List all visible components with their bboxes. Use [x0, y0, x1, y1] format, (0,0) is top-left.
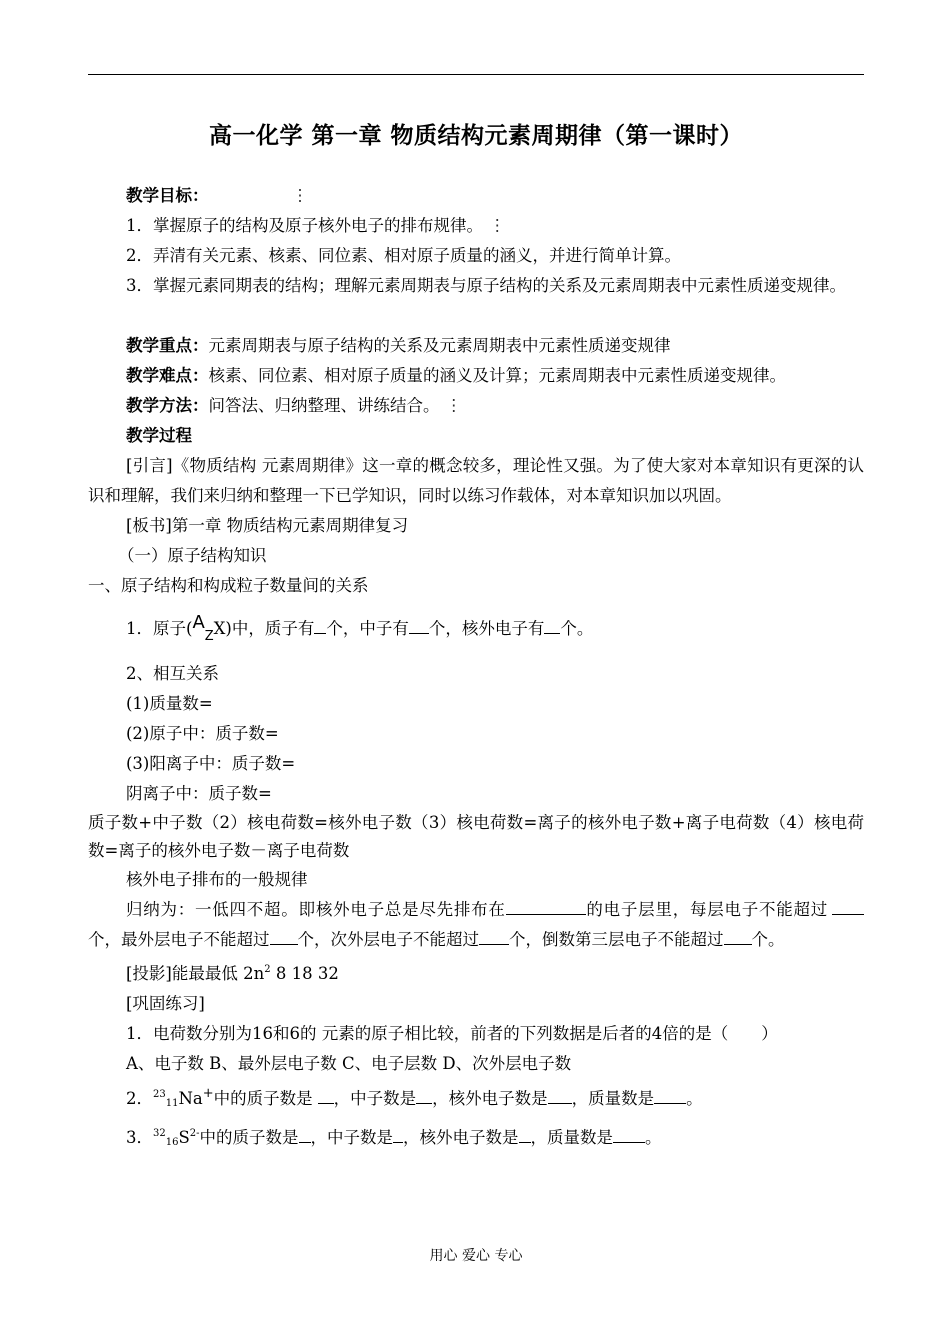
methods: [88, 391, 864, 421]
projection-text: [投影]能最最低 2n: [126, 964, 265, 983]
blank: [416, 1087, 432, 1104]
q1-text: 个，中子有: [326, 619, 409, 638]
q1-text: 个，核外电子有: [428, 619, 545, 638]
difficulties: [88, 361, 864, 391]
objective-marker: ⋮: [489, 216, 506, 235]
rule-text: 个，最外层电子不能超过: [88, 930, 270, 949]
objective-item: 2．弄清有关元素、核素、同位素、相对原子质量的涵义，并进行简单计算。: [126, 246, 681, 265]
exercise-2: [88, 1079, 864, 1119]
ex-text: ，核外电子数是: [432, 1089, 548, 1108]
header-rule: [88, 74, 864, 75]
blank: [544, 617, 560, 634]
element-symbol: Na: [178, 1089, 203, 1108]
blank: [506, 898, 586, 915]
blank: [409, 617, 429, 634]
blank: [519, 1126, 531, 1143]
ex-text: 。: [645, 1128, 662, 1147]
atomic-number: 16: [165, 1137, 179, 1148]
objectives-heading: [88, 181, 864, 211]
relations-summary: 质子数+中子数（2）核电荷数=核外电子数（3）核电荷数=离子的核外电子数+离子电荷数（4）核电荷数=离子的核外电子数－离子电荷数: [88, 813, 864, 860]
projection-text: 8 18 32: [270, 964, 339, 983]
process-label: 教学过程: [126, 426, 192, 445]
ex-text: ，中子数是: [310, 1128, 394, 1147]
key-points-text: 元素周期表与原子结构的关系及元素周期表中元素性质递变规律: [208, 336, 671, 355]
board-note: [板书]第一章 物质结构元素周期律复习: [126, 516, 409, 535]
mass-number-symbol: A: [192, 612, 205, 633]
exercise-3: [88, 1119, 864, 1158]
ex-text: ，质量数是: [571, 1089, 655, 1108]
objective-item: [88, 211, 864, 241]
blank: [393, 1126, 403, 1143]
blank: [654, 1087, 686, 1104]
ex-text: ，质量数是: [530, 1128, 614, 1147]
blank: [314, 617, 326, 634]
rule-text: 个。: [751, 930, 785, 949]
exercise-label: [巩固练习]: [126, 994, 205, 1013]
relation-line: (2)原子中：质子数=: [126, 724, 279, 743]
blank: [479, 928, 509, 945]
methods-label: 教学方法：: [126, 396, 209, 415]
mass-number: 23: [153, 1089, 166, 1100]
ex-text: 中的质子数是: [199, 1128, 299, 1147]
ex-text: ，中子数是: [333, 1089, 417, 1108]
exercise-1-question: 1．电荷数分别为16和6的 元素的原子相比较，前者的下列数据是后者的4倍的是（ ）: [126, 1024, 778, 1043]
electron-rules-paragraph: [88, 895, 864, 955]
blank: [724, 928, 752, 945]
ex-number: 3．: [126, 1128, 153, 1147]
methods-text: 问答法、归纳整理、讲练结合。: [208, 396, 440, 415]
methods-marker: ⋮: [445, 396, 462, 415]
ex-text: 中的质子数是: [213, 1089, 313, 1108]
element-symbol: S: [178, 1128, 190, 1147]
relation-line: 阴离子中：质子数=: [126, 784, 272, 803]
ion-charge: +: [202, 1086, 214, 1101]
atomic-number-symbol: Z: [204, 629, 214, 644]
blank: [299, 1126, 311, 1143]
rule-text: 个，倒数第三层电子不能超过: [509, 930, 724, 949]
rule-text: 的电子层里，每层电子不能超过: [585, 900, 829, 919]
blank: [548, 1087, 572, 1104]
blank: [613, 1126, 645, 1143]
relation-line: (1)质量数=: [126, 694, 213, 713]
objective-text: 1．掌握原子的结构及原子核外电子的排布规律。: [126, 216, 483, 235]
mass-number: 32: [153, 1128, 166, 1139]
intro-paragraph: [引言]《物质结构 元素周期律》这一章的概念较多，理论性又强。为了使大家对本章知识有更深的认识和理解，我们来归纳和整理一下已学知识，同时以练习作载体，对本章知识加以巩固。: [88, 456, 864, 505]
atomic-number: 11: [165, 1098, 179, 1109]
electron-rules-header: 核外电子排布的一般规律: [126, 870, 308, 889]
q1-text: 个。: [560, 619, 594, 638]
page-title: 高一化学 第一章 物质结构元素周期律（第一课时）: [208, 123, 743, 149]
ion-charge: 2-: [189, 1128, 200, 1139]
rule-text: 归纳为：一低四不超。即核外电子总是尽先排布在: [126, 900, 506, 919]
blank: [318, 1087, 334, 1104]
ex-text: ，核外电子数是: [403, 1128, 519, 1147]
exponent: 2: [264, 964, 271, 975]
key-points-label: 教学重点：: [126, 336, 209, 355]
difficulties-label: 教学难点：: [126, 366, 209, 385]
question-1: [88, 605, 864, 655]
document-body: [88, 181, 864, 1158]
section-heading: （一）原子结构知识: [118, 546, 267, 565]
key-points: [88, 331, 864, 361]
objective-item: 3．掌握元素同期表的结构；理解元素周期表与原子结构的关系及元素周期表中元素性质递变规律。: [126, 276, 846, 295]
blank: [270, 928, 298, 945]
rule-text: 个，次外层电子不能超过: [297, 930, 479, 949]
q1-prefix: 1．原子(: [126, 619, 193, 638]
blank: [832, 898, 864, 915]
spacer: [88, 301, 864, 331]
relation-line: (3)阳离子中：质子数=: [126, 754, 296, 773]
exercise-1-options: A、电子数 B、最外层电子数 C、电子层数 D、次外层电子数: [126, 1054, 572, 1073]
ex-number: 2．: [126, 1089, 153, 1108]
objectives-label: 教学目标：: [126, 186, 209, 205]
relations-header: 2、相互关系: [126, 664, 219, 683]
difficulties-text: 核素、同位素、相对原子质量的涵义及计算；元素周期表中元素性质递变规律。: [208, 366, 786, 385]
q1-text: X)中，质子有: [213, 619, 315, 638]
projection-note: [88, 955, 864, 989]
ex-text: 。: [686, 1089, 703, 1108]
objectives-marker: ⋮: [291, 186, 309, 205]
subsection-heading: 一、原子结构和构成粒子数量间的关系: [88, 576, 369, 595]
page-footer: 用心 爱心 专心: [429, 1248, 523, 1264]
